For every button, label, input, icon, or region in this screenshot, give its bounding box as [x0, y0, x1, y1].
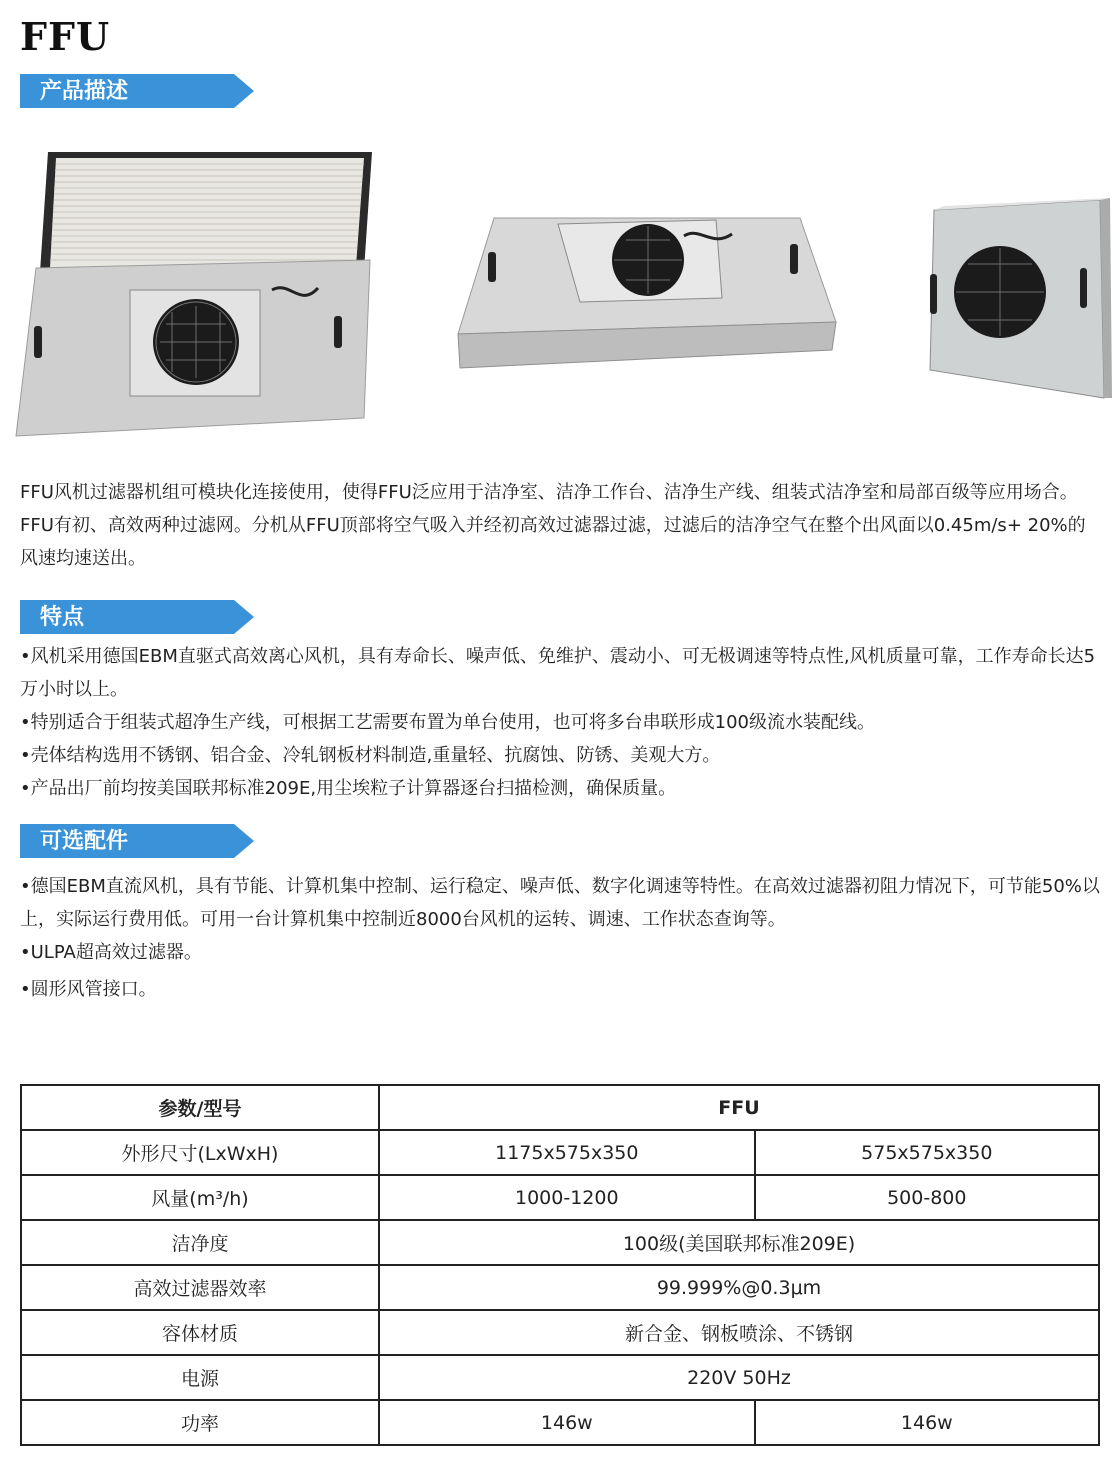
section-heading-accessories [20, 824, 278, 858]
table-row [21, 1220, 1099, 1265]
product-image-ffu-front [458, 218, 836, 368]
table-row [21, 1265, 1099, 1310]
section-heading-label: 可选配件 [40, 828, 129, 854]
feature-item: •特别适合于组装式超净生产线，可根据工艺需要布置为单台使用，也可将多台串联形成100级流水装配线。 [20, 712, 875, 733]
accessory-item: •德国EBM直流风机，具有节能、计算机集中控制、运行稳定、噪声低、数字化调速等特性。在高效过滤器初阻力情况下，可节能50%以上，实际运行费用低。可用一台计算机集中控制近8000台风机的运转、调速、工作状态查询等。 [20, 876, 1100, 930]
table-cell-value: 575x575x350 [755, 1130, 1099, 1175]
table-cell-value: 220V 50Hz [379, 1355, 1099, 1400]
feature-item: •产品出厂前均按美国联邦标准209E,用尘埃粒子计算器逐台扫描检测，确保质量。 [20, 778, 677, 799]
feature-item: •风机采用德国EBM直驱式高效离心风机，具有寿命长、噪声低、免维护、震动小、可无极调速等特点性,风机质量可靠，工作寿命长达5万小时以上。 [20, 646, 1096, 700]
table-cell-param: 电源 [21, 1355, 379, 1400]
features-list [20, 640, 1100, 805]
table-row [21, 1400, 1099, 1445]
table-row [21, 1310, 1099, 1355]
page-title: FFU [20, 14, 111, 59]
table-cell-value: 1000-1200 [379, 1175, 755, 1220]
table-cell-value: 500-800 [755, 1175, 1099, 1220]
product-image-ffu-small [930, 198, 1112, 398]
accessory-item: •圆形风管接口。 [20, 979, 157, 1000]
table-cell-value: 1175x575x350 [379, 1130, 755, 1175]
product-image-ffu-open [16, 152, 372, 436]
table-cell-value: 146w [379, 1400, 755, 1445]
table-cell-param: 外形尺寸(LxWxH) [21, 1130, 379, 1175]
feature-item: •壳体结构选用不锈钢、铝合金、冷轧钢板材料制造,重量轻、抗腐蚀、防锈、美观大方。 [20, 745, 721, 766]
table-cell-param: 风量(m³/h) [21, 1175, 379, 1220]
description-paragraph: FFU风机过滤器机组可模块化连接使用，使得FFU泛应用于洁净室、洁净工作台、洁净生产线、组装式洁净室和局部百级等应用场合。FFU有初、高效两种过滤网。分机从FFU顶部将空气吸入并经初高效过滤器过滤，过滤后的洁净空气在整个出风面以0.45m/s+ 20%的风速均速送出。 [20, 482, 1086, 569]
accessory-item: •ULPA超高效过滤器。 [20, 942, 202, 963]
table-row [21, 1175, 1099, 1220]
table-header-cell: 参数/型号 [21, 1085, 379, 1130]
table-cell-param: 高效过滤器效率 [21, 1265, 379, 1310]
table-row [21, 1355, 1099, 1400]
table-cell-param: 洁净度 [21, 1220, 379, 1265]
table-cell-value: 100级(美国联邦标准209E) [379, 1220, 1099, 1265]
section-heading-features [20, 600, 278, 634]
table-cell-value: 新合金、钢板喷涂、不锈钢 [379, 1310, 1099, 1355]
table-header-row [21, 1085, 1099, 1130]
spec-table [20, 1084, 1100, 1446]
table-cell-param: 容体材质 [21, 1310, 379, 1355]
section-heading-label: 产品描述 [40, 78, 129, 104]
table-cell-value: 99.999%@0.3μm [379, 1265, 1099, 1310]
product-images [0, 140, 1120, 440]
section-heading-description [20, 74, 278, 108]
table-cell-param: 功率 [21, 1400, 379, 1445]
section-heading-label: 特点 [40, 604, 85, 630]
table-cell-value: 146w [755, 1400, 1099, 1445]
accessories-list [20, 870, 1100, 1006]
table-header-cell: FFU [379, 1085, 1099, 1130]
table-row [21, 1130, 1099, 1175]
description-text [20, 476, 1100, 575]
